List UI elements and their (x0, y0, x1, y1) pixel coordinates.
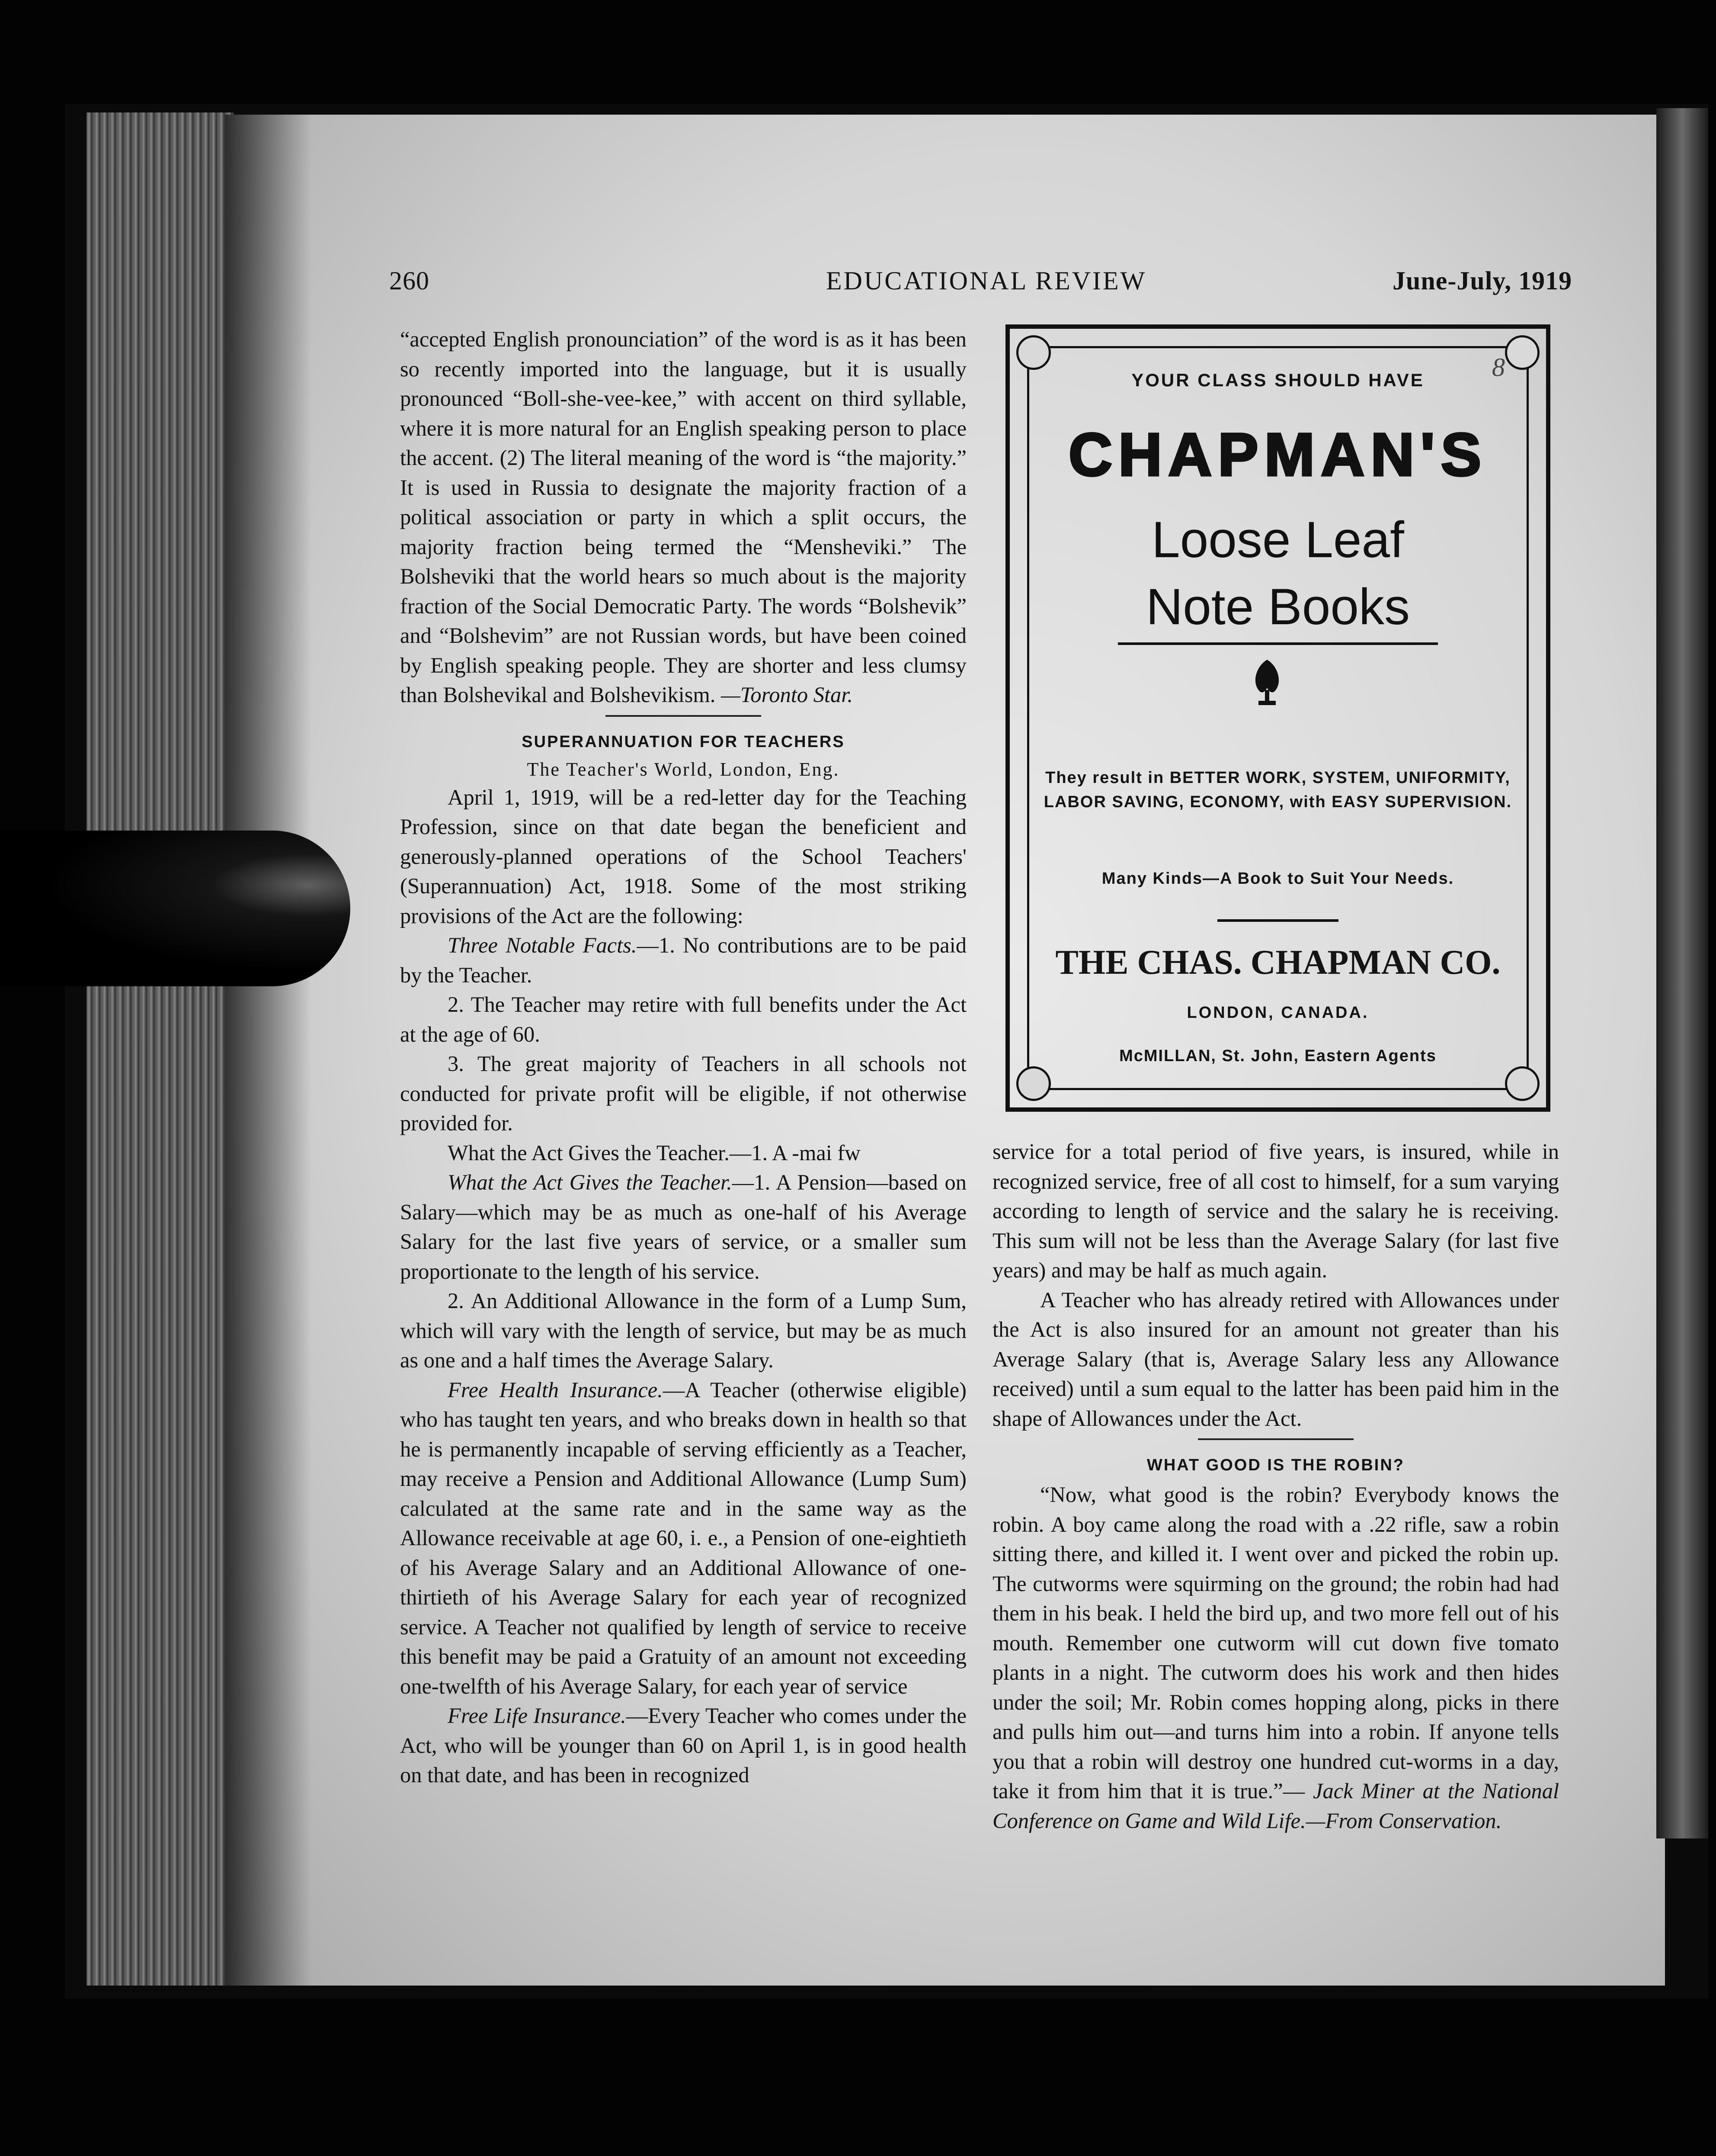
ad-product-line1: Loose Leaf (1152, 511, 1404, 568)
paragraph: 2. An Additional Allowance in the form of a Lump Sum, which will vary with the length of service, but may be as much as one and a half times the Average Salary. (400, 1289, 967, 1372)
ad-divider (1217, 919, 1338, 922)
left-column (400, 324, 967, 1790)
section-subheading: The Teacher's World, London, Eng. (527, 758, 840, 780)
corner-ornament-icon (1505, 335, 1540, 370)
section-divider (1198, 1438, 1354, 1440)
ad-kinds: Many Kinds—A Book to Suit Your Needs. (1101, 869, 1454, 888)
paragraph: 2. The Teacher may retire with full benefits under the Act at the age of 60. (400, 992, 967, 1046)
paragraph: Free Health Insurance.—A Teacher (otherwise eligible) who has taught ten years, and who breaks down in health so that he is permanently incapable of serving efficiently as a Teacher, may receive a Pension and Additional Allowance (Lump Sum) calculated at the same rate and in the same way as the Allowance receivable at age 60, i. e., a Pension of one-eightieth of his Average Salary and an Additional Allowance of one-thirtieth of his Average Salary for each year of recognized service. A Teacher not qualified by length of service to receive this benefit may be paid a Gratuity of an amount not exceeding one-twelfth of his Average Salary, for each year of service (400, 1377, 967, 1698)
section-divider (605, 715, 761, 717)
article-source: —Toronto Star. (721, 683, 853, 707)
paragraph: A Teacher who has already retired with Allowances under the Act is also insured for an amount not greater than his Average Salary (that is, Average Salary less any Allowance received) until a sum equal to the latter has been paid him in the shape of Allowances under the Act. (992, 1287, 1559, 1431)
page-edges (86, 112, 234, 1986)
paragraph: 3. The great majority of Teachers in all schools not conducted for private profit will be eligible, if not otherwise provided for. (400, 1052, 967, 1135)
article-source: Jack Miner at the National Conference on Game and Wild Life.—From Conservation. (992, 1779, 1559, 1833)
right-column (992, 1137, 1559, 1835)
paragraph: Three Notable Facts.—1. No contributions are to be paid by the Teacher. (400, 933, 967, 987)
paragraph: What the Act Gives the Teacher.—1. A Pension—based on Salary—which may be as much as one-half of his Average Salary for the last five years of service, or a smaller sum proportionate to the length of his service. (400, 1170, 967, 1283)
paragraph: “Now, what good is the robin? Everybody knows the robin. A boy came along the road with a .22 rifle, saw a robin sitting there, and killed it. I went over and picked the robin up. The cutworms were squirming on the ground; the robin had had them in his beak. I held the bird up, and two more fell out of his mouth. Remember one cutworm will cut down five tomato plants in a night. The cutworm does his work and then hides under the soil; Mr. Robin comes hopping along, picks in there and pulls him out—and turns him into a robin. If anyone tells you that a robin will destroy one hundred cut-worms in a day, take it from him that it is true.”— Jack Miner at the National Conference on Game and Wild Life.—From Conservation. (992, 1482, 1559, 1833)
ad-company: THE CHAS. CHAPMAN CO. (1055, 943, 1501, 982)
ad-underline (1118, 642, 1438, 645)
article-text: “accepted English pronounciation” of the word is as it has been so recently imported into the language, but it is usually pronounced “Boll-she-vee-kee,” with accent on third syllable, where it is more natural for an English speaking person to place the accent. (2) The literal meaning of the word is “the majority.” It is used in Russia to designate the majority fraction of a political association or party in which a split occurs, the majority fraction being termed the “Mensheviki.” The Bolsheviki that the world hears so much about is the majority fraction of the Social Democratic Party. The words “Bolshevik” and “Bolshevim” are not Russian words, but have been coined by English speaking people. They are shorter and less clumsy than Bolshevikal and Bolshevikism. —Toronto Star. (400, 327, 967, 707)
issue-date: June-July, 1919 (1393, 266, 1572, 295)
section-heading: SUPERANNUATION FOR TEACHERS (522, 732, 845, 751)
chapman-advertisement (1005, 324, 1550, 1112)
paragraph: Free Life Insurance.—Every Teacher who comes under the Act, who will be younger than 60 on April 1, is in good health on that date, and has been in recognized (400, 1704, 967, 1787)
ad-agents: McMILLAN, St. John, Eastern Agents (1119, 1047, 1437, 1065)
ad-city: LONDON, CANADA. (1187, 1004, 1369, 1022)
ad-product-line2: Note Books (1146, 578, 1410, 635)
ad-brand: CHAPMAN'S (1068, 420, 1488, 488)
journal-title: EDUCATIONAL REVIEW (826, 266, 1147, 295)
thumb-shadow (0, 831, 350, 986)
corner-ornament-icon (1505, 1066, 1540, 1101)
ad-benefits: They result in BETTER WORK, SYSTEM, UNIFORMITY, LABOR SAVING, ECONOMY, with EASY SUPERVISION. (1044, 769, 1512, 811)
paragraph: service for a total period of five years, is insured, while in recognized service, free of all cost to himself, for a sum varying according to length of service and the salary he is receiving. This sum will not be less than the Average Salary (for last five years) and may be half as much again. (992, 1139, 1559, 1282)
book-gutter (1656, 108, 1708, 1838)
garbled-line: What the Act Gives the Teacher.—1. A -mai fw (448, 1140, 861, 1165)
paragraph: April 1, 1919, will be a red-letter day for the Teaching Profession, since on that date began the beneficient and generously-planned operations of the School Teachers' (Superannuation) Act, 1918. Some of the most striking provisions of the Act are the following: (400, 785, 967, 928)
fleuron-icon (1248, 658, 1287, 709)
page-number: 260 (389, 266, 429, 295)
corner-ornament-icon (1016, 335, 1051, 370)
ad-tagline: YOUR CLASS SHOULD HAVE (1131, 370, 1425, 390)
section-heading: WHAT GOOD IS THE ROBIN? (1146, 1456, 1405, 1474)
page-shadow (225, 115, 311, 1986)
corner-ornament-icon (1016, 1066, 1051, 1101)
pencil-mark: 8 (1492, 353, 1505, 382)
